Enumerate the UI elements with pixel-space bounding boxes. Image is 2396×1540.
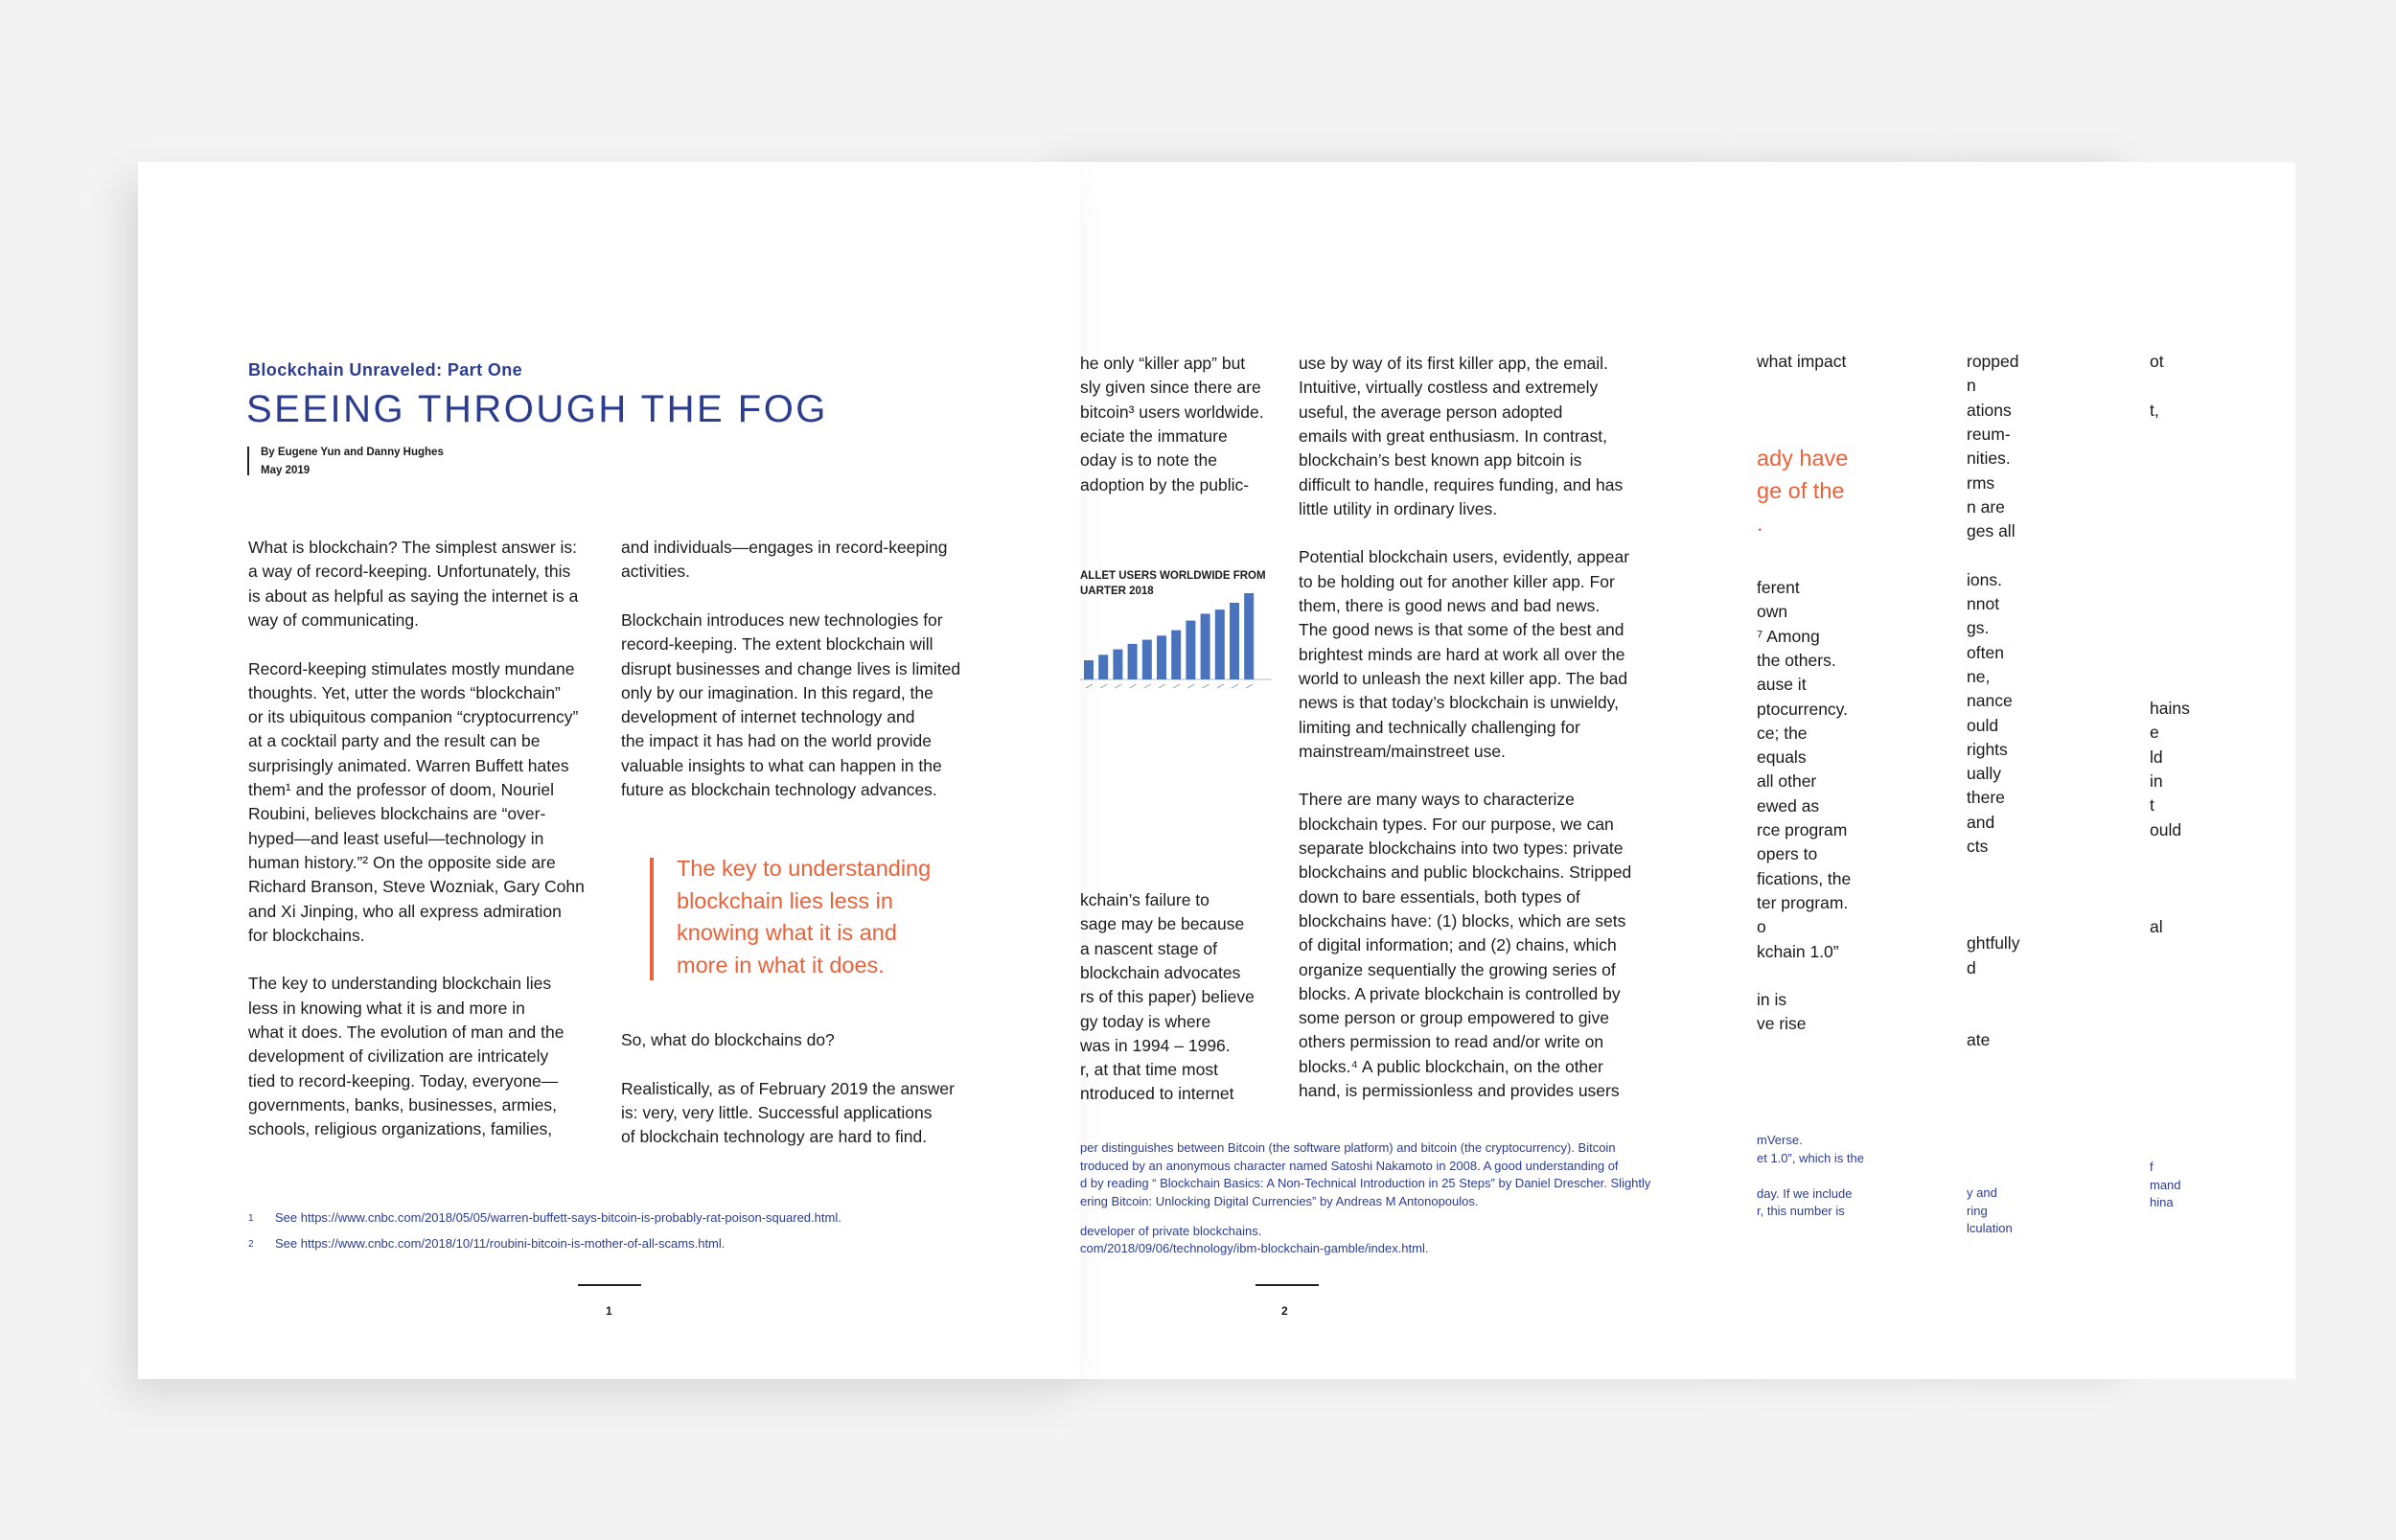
text-line: and individuals—engages in record-keeping [621,538,948,557]
text-line: nance [1967,691,2013,711]
page-number: 1 [606,1304,612,1318]
text-line: mainstream/mainstreet use. [1299,741,1506,761]
text-line: difficult to handle, requires funding, and has [1299,474,1624,494]
text-line: news is that today’s blockchain is unwieldy, [1299,693,1619,713]
chart-tick-label [1217,684,1224,688]
text-line: ould [1967,715,1999,735]
text-line: ewed as [1757,795,1820,816]
text-line: blocks. A private blockchain is controlled by [1299,983,1621,1003]
text-line: ld [2150,747,2163,767]
text-line: use by way of its first killer app, the email. [1299,354,1608,373]
byline-rule [247,447,249,475]
footnote-line: developer of private blockchains. [1080,1224,1262,1238]
text-line: little utility in ordinary lives. [1299,498,1498,518]
text-line: only by our imagination. In this regard, the [621,682,933,702]
text-line: emails with great enthusiasm. In contrast, [1299,425,1607,446]
text-line: e [2150,723,2159,743]
text-line: ferent [1757,578,1800,597]
chart-tick-label [1173,684,1180,688]
text-line: own [1757,602,1788,622]
text-line: blockchains have: (1) blocks, which are sets [1299,910,1626,931]
text-line: down to bare essentials, both types of [1299,886,1580,907]
chart-tick-label [1159,684,1165,688]
text-line: hains [2150,699,2190,718]
text-line: ntroduced to internet [1080,1084,1234,1104]
page-4 [1967,162,2150,1379]
footnote-line: et 1.0”, which is the [1757,1150,1864,1165]
text-line: brightest minds are hard at work all over the [1299,644,1625,664]
footnote-link[interactable]: See https://www.cnbc.com/2018/10/11/roubini-bitcoin-is-mother-of-all-scams.html. [275,1236,726,1251]
footnote-line: d by reading “ Blockchain Basics: A Non-Technical Introduction in 25 Steps” by Daniel Drescher. Slightly [1080,1176,1651,1190]
text-line: kchain 1.0” [1757,941,1839,961]
text-line: Realistically, as of February 2019 the answer [621,1078,955,1098]
text-line: them¹ and the professor of doom, Nouriel [248,780,555,799]
text-line: in is [1757,990,1787,1010]
text-line: sly given since there are [1080,378,1261,398]
text-line: useful, the average person adopted [1299,402,1563,422]
text-line: disrupt businesses and change lives is limited [621,658,961,678]
text-line: rights [1967,739,2008,759]
text-line: Intuitive, virtually costless and extremely [1299,378,1599,398]
text-line: ve rise [1757,1014,1807,1034]
text-line: kchain’s failure to [1080,890,1210,909]
footnote-line: lculation [1967,1221,2013,1235]
text-line: ropped [1967,352,2019,371]
pullquote-line: . [1757,511,1763,536]
footnote-number: 2 [248,1239,254,1250]
footnote-line: y and [1967,1185,1997,1200]
text-line: the impact it has had on the world provide [621,731,932,751]
text-line: ce; the [1757,723,1808,743]
text-line: blockchains and public blockchains. Stripped [1299,862,1632,883]
page-number-rule [578,1284,641,1286]
chart-title-line: UARTER 2018 [1080,586,1154,597]
page-5 [2150,162,2295,1379]
text-line: future as blockchain technology advances. [621,780,937,799]
footnote-line: day. If we include [1757,1185,1853,1201]
text-line: less in knowing what it is and more in [248,998,525,1018]
text-line: gy today is where [1080,1011,1211,1031]
footnote-link[interactable]: See https://www.cnbc.com/2018/05/05/warren-buffett-says-bitcoin-is-probably-rat-poison-squared.html. [275,1210,841,1225]
text-line: ghtfully [1967,933,2020,954]
text-line: was in 1994 – 1996. [1080,1035,1231,1055]
pullquote-line: knowing what it is and [677,920,897,946]
text-line: gs. [1967,618,1990,638]
text-line: ate [1967,1030,1991,1050]
text-line: blockchain advocates [1080,962,1241,982]
pullquote-line: The key to understanding [677,856,932,881]
text-line: There are many ways to characterize [1299,790,1575,810]
chart-bar [1084,660,1094,679]
text-line: surprisingly animated. Warren Buffett hates [248,755,569,775]
footnote-line: com/2018/09/06/technology/ibm-blockchain-gamble/index.html. [1080,1241,1429,1255]
text-line: bitcoin³ users worldwide. [1080,402,1264,422]
footnote-line: mand [2150,1177,2181,1192]
text-line: Record-keeping stimulates mostly mundane [248,658,575,678]
chart-bar [1157,635,1166,679]
text-line: ually [1967,764,2001,784]
text-line: The key to understanding blockchain lies [248,974,552,994]
page-1 [138,162,1080,1379]
text-line: nnot [1967,594,2000,613]
text-line: valuable insights to what can happen in the [621,755,942,775]
chart-tick-label [1100,684,1107,688]
text-line: The good news is that some of the best and [1299,620,1624,640]
text-line: adoption by the public- [1080,474,1250,494]
text-line: blockchain’s best known app bitcoin is [1299,450,1582,471]
text-line: reum- [1967,424,2011,444]
text-line: opers to [1757,844,1818,864]
text-line: to be holding out for another killer app. For [1299,571,1615,591]
pullquote-line: blockchain lies less in [677,887,893,913]
chart-tick-label [1246,684,1253,688]
text-line: is: very, very little. Successful applications [621,1102,933,1122]
text-line: ne, [1967,666,1991,686]
footnote-line: hina [2150,1195,2174,1209]
chart-bar [1215,609,1225,679]
text-line: ter program. [1757,892,1849,912]
text-line: others permission to read and/or write on [1299,1032,1604,1052]
text-line: for blockchains. [248,925,365,945]
text-line: sage may be because [1080,914,1245,934]
footnote-line: troduced by an anonymous character named Satoshi Nakamoto in 2008. A good understanding of [1080,1158,1619,1173]
text-line: So, what do blockchains do? [621,1030,835,1049]
text-line: governments, banks, businesses, armies, [248,1094,557,1115]
text-line: a way of record-keeping. Unfortunately, this [248,562,571,582]
footnote-line: f [2150,1160,2154,1174]
text-line: limiting and technically challenging for [1299,717,1580,737]
text-line: Richard Branson, Steve Wozniak, Gary Cohn [248,877,585,897]
footnote-line: ring [1967,1203,1988,1218]
text-line: a nascent stage of [1080,938,1218,958]
text-line: ⁷ Among [1757,626,1820,646]
text-line: world to unleash the next killer app. The bad [1299,668,1628,688]
chart-tick-label [1203,684,1210,688]
text-line: o [1757,917,1766,937]
text-line: ges all [1967,521,2016,541]
text-line: equals [1757,747,1807,768]
chart-tick-label [1232,684,1238,688]
text-line: in [2150,770,2163,791]
chart-tick-label [1144,684,1151,688]
text-line: development of internet technology and [621,707,915,727]
text-line: fications, the [1757,868,1852,888]
text-line: t, [2150,400,2159,420]
page-2 [1080,162,1757,1379]
text-line: eciate the immature [1080,425,1228,446]
text-line: blocks.⁴ A public blockchain, on the other [1299,1056,1603,1076]
text-line: separate blockchains into two types: private [1299,839,1624,858]
text-line: activities. [621,562,690,582]
text-line: rs of this paper) believe [1080,987,1255,1007]
pullquote-line: ady have [1757,446,1849,471]
footnote-line: per distinguishes between Bitcoin (the software platform) and bitcoin (the cryptocurrency). Bitcoin [1080,1140,1616,1155]
text-line: al [2150,917,2163,936]
text-line: he only “killer app” but [1080,354,1246,373]
text-line: schools, religious organizations, families, [248,1119,553,1139]
text-line: development of civilization are intricately [248,1046,549,1067]
chart-bar [1244,593,1254,679]
text-line: ions. [1967,569,2002,589]
text-line: r, at that time most [1080,1060,1218,1080]
text-line: often [1967,642,2004,662]
chart-tick-label [1130,684,1137,688]
text-line: ould [2150,819,2182,839]
text-line: what impact [1757,352,1847,371]
text-line: is about as helpful as saying the internet is a [248,586,579,606]
footnote-line: r, this number is [1757,1204,1845,1218]
text-line: at a cocktail party and the result can be [248,731,541,751]
text-line: t [2150,795,2154,816]
date: May 2019 [261,465,311,476]
text-line: them, there is good news and bad news. [1299,596,1601,615]
text-line: ptocurrency. [1757,699,1848,719]
text-line: organize sequentially the growing series of [1299,959,1616,979]
text-line: ot [2150,352,2164,371]
bar-chart [1080,584,1281,694]
text-line: some person or group empowered to give [1299,1008,1609,1028]
chart-bar [1201,613,1210,679]
text-line: oday is to note the [1080,450,1218,471]
text-line: blockchain types. For our purpose, we can [1299,814,1614,834]
footnote-number: 1 [248,1213,254,1224]
chart-tick-label [1187,684,1194,688]
page-number-rule [1256,1284,1319,1286]
footnote-line: mVerse. [1757,1133,1803,1147]
page-title: SEEING THROUGH THE FOG [246,388,828,430]
pullquote-rule [650,858,654,980]
chart-bar [1098,655,1108,679]
text-line: Roubini, believes blockchains are “over- [248,804,546,824]
page-3 [1757,162,1967,1379]
text-line: way of communicating. [248,609,419,630]
text-line: Blockchain introduces new technologies for [621,609,943,630]
text-line: there [1967,788,2005,808]
chart-tick-label [1115,684,1121,688]
text-line: what it does. The evolution of man and the [248,1023,564,1042]
chart-bar [1128,644,1138,679]
text-line: nities. [1967,448,2011,469]
text-line: ause it [1757,675,1807,695]
text-line: n [1967,376,1976,396]
text-line: cts [1967,837,1989,856]
pullquote-line: ge of the [1757,478,1845,503]
text-line: tied to record-keeping. Today, everyone— [248,1070,559,1091]
text-line: d [1967,957,1976,977]
text-line: all other [1757,771,1817,792]
chart-title-line: ALLET USERS WORLDWIDE FROM [1080,570,1266,582]
text-line: n are [1967,496,2005,517]
text-line: rms [1967,472,1995,493]
series-label: Blockchain Unraveled: Part One [248,360,523,379]
chart-bar [1113,650,1122,679]
text-line: hand, is permissionless and provides users [1299,1081,1620,1100]
text-line: the others. [1757,650,1836,670]
text-line: and Xi Jinping, who all express admiration [248,901,562,921]
pullquote-line: more in what it does. [677,953,885,978]
text-line: of digital information; and (2) chains, which [1299,935,1617,955]
page-number: 2 [1281,1304,1288,1318]
text-line: hyped—and least useful—technology in [248,828,544,848]
text-line: rce program [1757,820,1848,839]
text-line: of blockchain technology are hard to find. [621,1127,928,1147]
footnote-line: ering Bitcoin: Unlocking Digital Currencies” by Andreas M Antonopoulos. [1080,1193,1479,1208]
chart-tick-label [1086,684,1093,688]
text-line: record-keeping. The extent blockchain will [621,634,933,655]
text-line: What is blockchain? The simplest answer is: [248,538,578,557]
text-line: or its ubiquitous companion “cryptocurrency” [248,707,579,727]
text-line: Potential blockchain users, evidently, appear [1299,547,1630,567]
byline: By Eugene Yun and Danny Hughes [261,447,444,458]
text-line: thoughts. Yet, utter the words “blockchain” [248,682,561,702]
text-line: and [1967,812,1995,832]
chart-bar [1142,640,1152,679]
text-line: ations [1967,400,2012,420]
chart-bar [1171,631,1181,679]
chart-bar [1186,621,1195,679]
chart-bar [1230,603,1239,679]
text-line: human history.”² On the opposite side are [248,852,556,872]
